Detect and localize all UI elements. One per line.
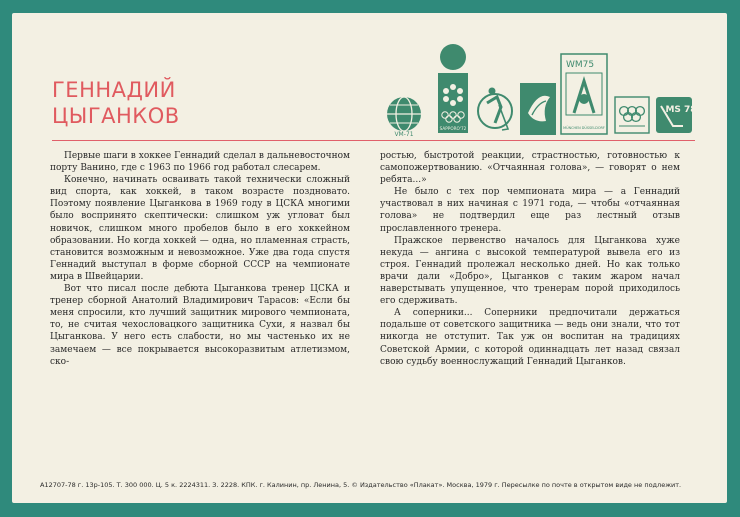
- article-paragraph: Вот что писал после дебюта Цыганкова тренер ЦСКА и тренер сборной Анатолий Владимирович Тарасов: «Если бы меня спросили, кто лучший защитник мирового чемпионата, то, не считая чехословацкого защитника Сухи, я назвал бы Цыганкова. У него есть слабости, но мы частенько их не замечаем — все покрывается высокоразвитым атлетизмом, ско-: [50, 284, 350, 367]
- ms78-caption: MS 78: [665, 105, 697, 115]
- sapporo72-emblem: [437, 43, 469, 135]
- article-paragraph: ростью, быстротой реакции, страстностью, готовностью к самопожертвованию. «Отчаянная голова», — говорят о нем ребята...»: [380, 151, 680, 186]
- title-first-name: ГЕННАДИЙ: [52, 78, 176, 102]
- vm71-caption: VM-71: [394, 131, 414, 138]
- ms78-emblem: [655, 96, 697, 134]
- article-paragraph: Конечно, начинать осваивать такой технически сложный вид спорта, как хоккей, в таком возрасте поздновато. Поэтому появление Цыганкова в 1969 году в ЦСКА многими было воспринято скептически: слишком уж угловат был новичок, слишком много пробелов было в его хоккейном образовании. Но когда хоккей — одна, но пламенная страсть, становится возможным и невозможное. Уже два года спустя Геннадий выступал в форме сборной СССР на чемпионате мира в Швейцарии.: [50, 175, 350, 282]
- article-paragraph: А соперники... Соперники предпочитали держаться подальше от советского защитника — ведь они знали, что тот никогда не отступит. Так уж он воспитан на традициях Советской Армии, с которой одиннадцать лет назад связал свою судьбу военнослужащий Геннадий Цыганков.: [380, 308, 680, 367]
- title-divider: [52, 140, 695, 141]
- vm71-globe-emblem: [384, 95, 424, 137]
- postcard: [12, 13, 727, 503]
- championship-logos: [392, 43, 702, 138]
- wm75-subcaption: MÜNCHEN DÜSSELDORF: [563, 126, 605, 130]
- article-paragraph: Первые шаги в хоккее Геннадий сделал в дальневосточном порту Ванино, где с 1963 по 1966 год работал слесарем.: [50, 151, 350, 174]
- olympic-rings-emblem: [614, 96, 650, 134]
- wm75-emblem: [560, 53, 608, 135]
- ussr-championship-emblem: [520, 83, 556, 135]
- wm75-caption: WM75: [566, 60, 595, 70]
- article-right-column: [380, 150, 680, 368]
- article-paragraph: Не было с тех пор чемпионата мира — а Геннадий участвовал в них начиная с 1971 года, — чтобы «отчаянная голова» не подтвердил еще раз лестный отзыв прославленного тренера.: [380, 187, 680, 234]
- title-last-name: ЦЫГАНКОВ: [52, 104, 180, 128]
- player-with-stick-emblem: [475, 83, 515, 135]
- article-paragraph: Пражское первенство началось для Цыганкова хуже некуда — ангина с высокой температурой вывела его из строя. Геннадий пролежал несколько дней. Но как только врачи дали «Добро», Цыганков с таким жаром начал наверстывать упущенное, что тренерам порой приходилось его сдерживать.: [380, 235, 680, 307]
- sapporo-caption: SAPPORO'72: [439, 126, 467, 131]
- page-title: [52, 77, 180, 129]
- article-left-column: [50, 150, 350, 368]
- publisher-imprint: А12707-78 г. 13р-105. Т. 300 000. Ц. 5 к. 2224311. З. 2228. КПК. г. Калинин, пр. Ленина, 5. © Издательство «Плакат». Москва, 1979 г. Пересылке по почте в открытом виде не подлежит.: [40, 481, 682, 489]
